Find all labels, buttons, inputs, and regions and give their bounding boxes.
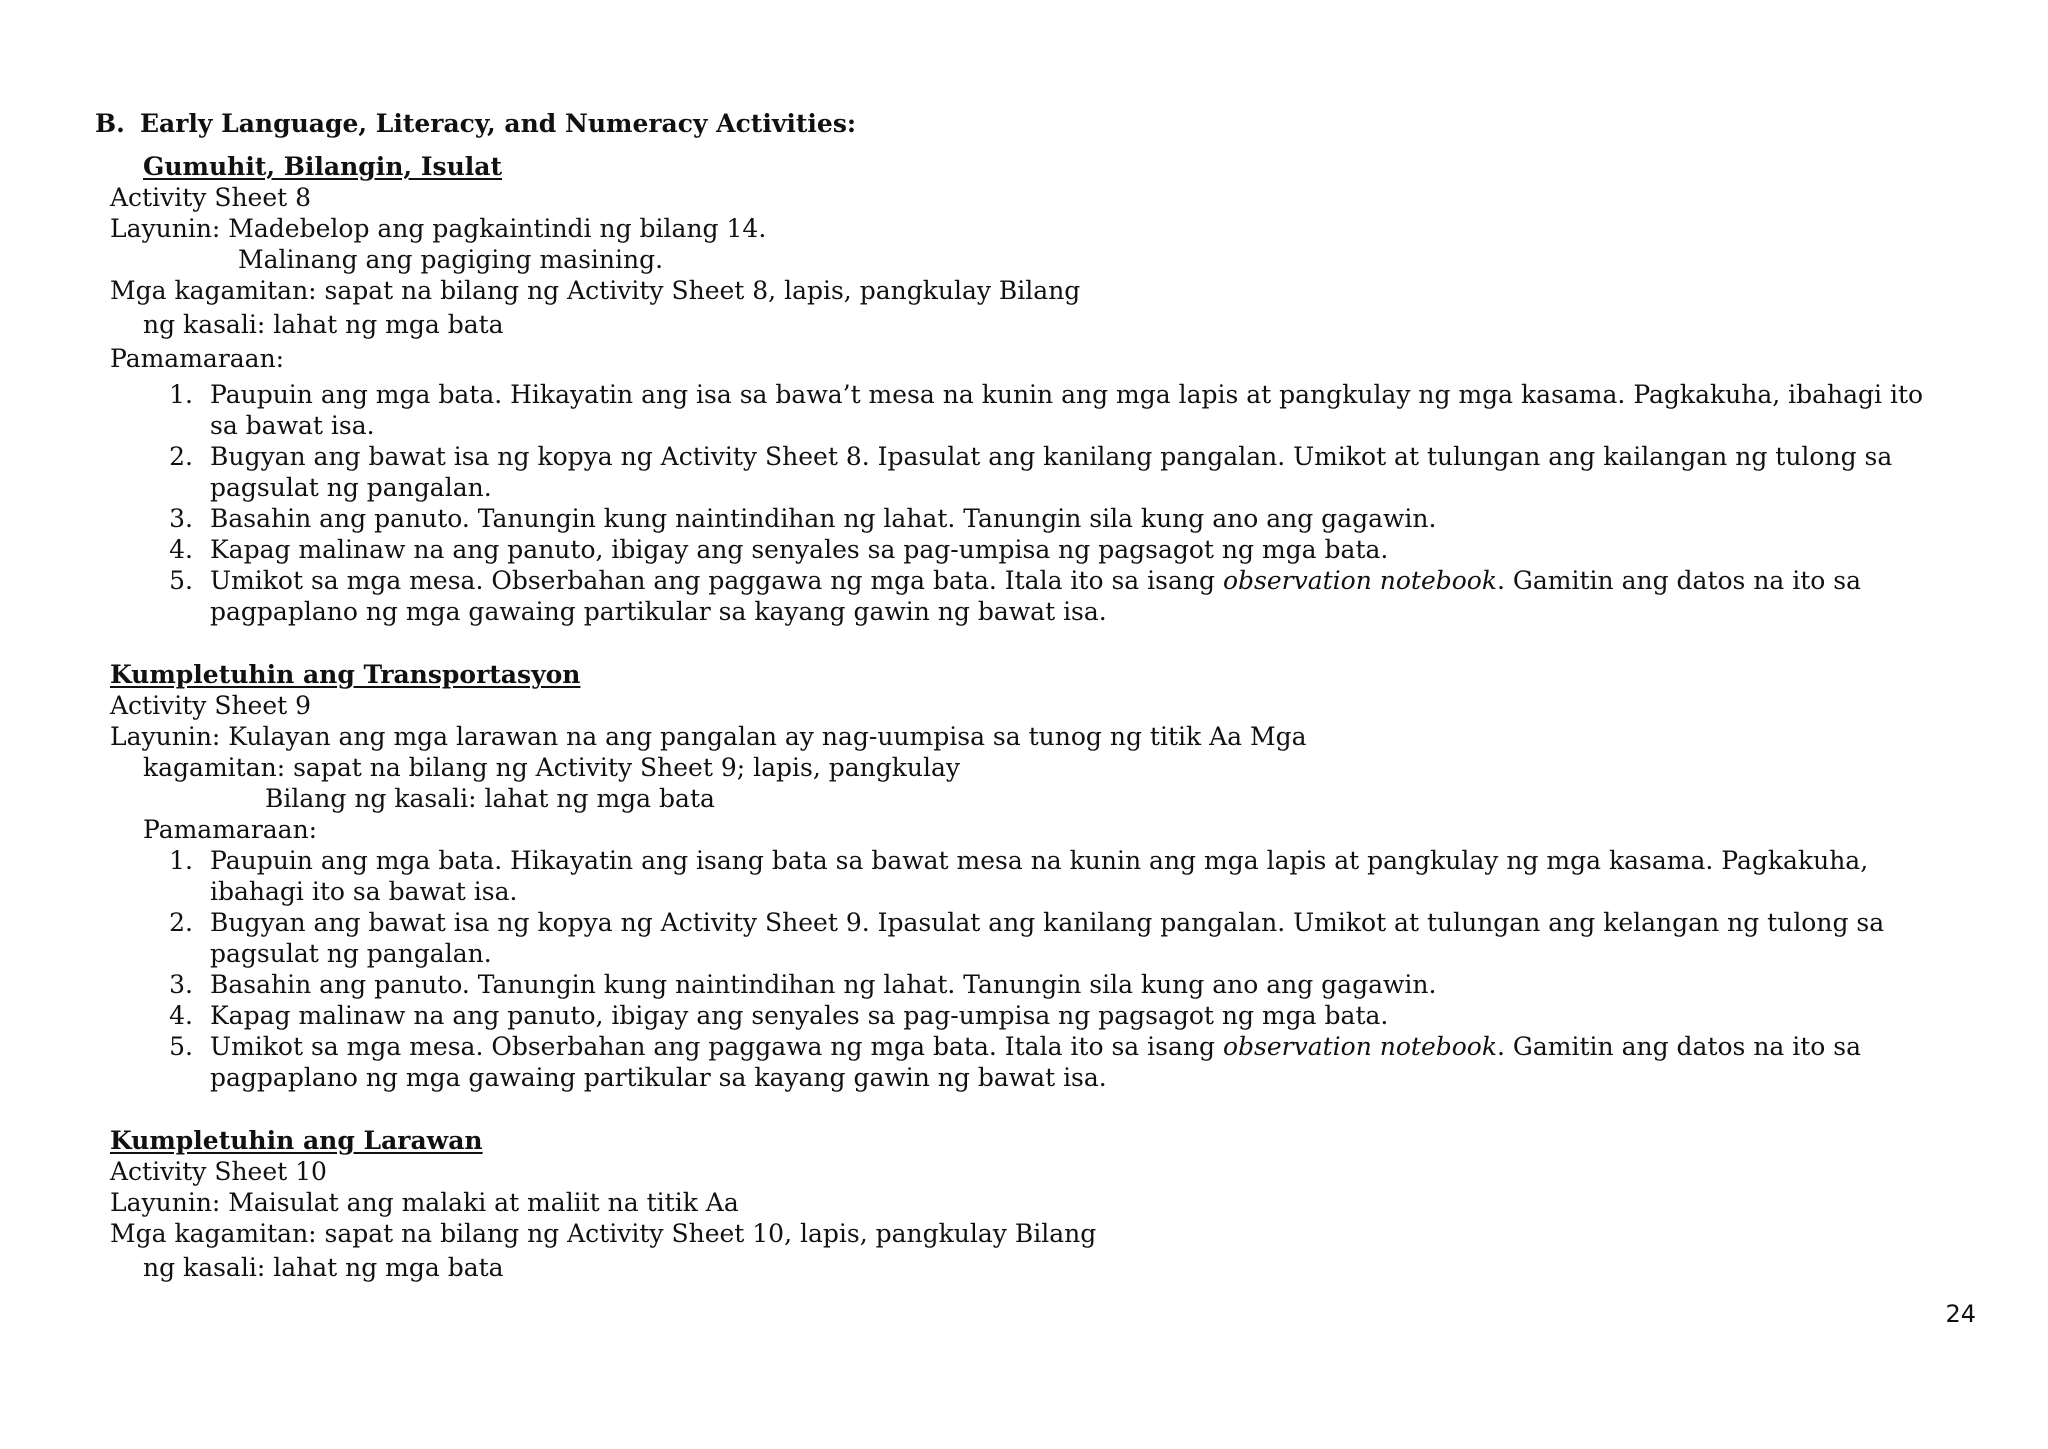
activity-heading: Kumpletuhin ang Transportasyon bbox=[110, 660, 581, 689]
step-text-part: Umikot sa mga mesa. Obserbahan ang paggawa ng mga bata. Itala ito sa isang bbox=[210, 566, 1223, 595]
step-text: pagpaplano ng mga gawaing partikular sa kayang gawin ng bawat isa. bbox=[210, 597, 1107, 626]
step-text: sa bawat isa. bbox=[210, 411, 375, 440]
step-text: Basahin ang panuto. Tanungin kung naintindihan ng lahat. Tanungin sila kung ano ang gagawin. bbox=[210, 970, 1437, 999]
step-text: Kapag malinaw na ang panuto, ibigay ang senyales sa pag-umpisa ng pagsagot ng mga bata. bbox=[210, 535, 1389, 564]
step-text-part: . Gamitin ang datos na ito sa bbox=[1497, 566, 1862, 595]
participants-line: ng kasali: lahat ng mga bata bbox=[143, 310, 504, 339]
objective-line: Malinang ang pagiging masining. bbox=[238, 245, 664, 274]
step-number: 1. bbox=[169, 380, 193, 409]
activity-sheet-label: Activity Sheet 8 bbox=[110, 183, 312, 212]
activity-sheet-label: Activity Sheet 10 bbox=[110, 1157, 327, 1186]
step-text: Paupuin ang mga bata. Hikayatin ang isa sa bawa’t mesa na kunin ang mga lapis at pangkulay ng mga kasama. Pagkakuha, ibahagi ito bbox=[210, 380, 1924, 409]
step-number: 5. bbox=[169, 566, 193, 595]
step-text: Paupuin ang mga bata. Hikayatin ang isang bata sa bawat mesa na kunin ang mga lapis at pangkulay ng mga kasama. Pagkakuha, bbox=[210, 846, 1869, 875]
activity-heading: Kumpletuhin ang Larawan bbox=[110, 1126, 483, 1155]
step-number: 2. bbox=[169, 908, 193, 937]
materials-line: Mga kagamitan: sapat na bilang ng Activity Sheet 8, lapis, pangkulay Bilang bbox=[110, 276, 1081, 305]
step-number: 1. bbox=[169, 846, 193, 875]
section-title: Early Language, Literacy, and Numeracy Activities: bbox=[140, 109, 857, 138]
step-number: 4. bbox=[169, 535, 193, 564]
step-text: Bugyan ang bawat isa ng kopya ng Activity Sheet 8. Ipasulat ang kanilang pangalan. Umikot at tulungan ang kailangan ng tulong sa bbox=[210, 442, 1893, 471]
participants-line: Bilang ng kasali: lahat ng mga bata bbox=[265, 784, 715, 813]
activity-heading: Gumuhit, Bilangin, Isulat bbox=[143, 152, 503, 181]
step-text-part: Umikot sa mga mesa. Obserbahan ang paggawa ng mga bata. Itala ito sa isang bbox=[210, 1032, 1223, 1061]
emphasized-term: observation notebook bbox=[1222, 566, 1498, 595]
step-text: ibahagi ito sa bawat isa. bbox=[210, 877, 518, 906]
objective-line: Layunin: Madebelop ang pagkaintindi ng bilang 14. bbox=[110, 214, 767, 243]
emphasized-term: observation notebook bbox=[1222, 1032, 1498, 1061]
step-text: Basahin ang panuto. Tanungin kung naintindihan ng lahat. Tanungin sila kung ano ang gagawin. bbox=[210, 504, 1437, 533]
objective-line: Layunin: Maisulat ang malaki at maliit na titik Aa bbox=[110, 1188, 739, 1217]
step-number: 2. bbox=[169, 442, 193, 471]
step-number: 5. bbox=[169, 1032, 193, 1061]
step-text: pagsulat ng pangalan. bbox=[210, 473, 492, 502]
step-number: 4. bbox=[169, 1001, 193, 1030]
step-text: Kapag malinaw na ang panuto, ibigay ang senyales sa pag-umpisa ng pagsagot ng mga bata. bbox=[210, 1001, 1389, 1030]
materials-line: kagamitan: sapat na bilang ng Activity Sheet 9; lapis, pangkulay bbox=[143, 753, 961, 782]
section-letter: B. bbox=[95, 109, 125, 138]
procedure-label: Pamamaraan: bbox=[143, 815, 318, 844]
step-number: 3. bbox=[169, 504, 193, 533]
step-number: 3. bbox=[169, 970, 193, 999]
step-text: pagsulat ng pangalan. bbox=[210, 939, 492, 968]
materials-line: Mga kagamitan: sapat na bilang ng Activity Sheet 10, lapis, pangkulay Bilang bbox=[110, 1219, 1097, 1248]
page-number: 24 bbox=[1945, 1300, 1976, 1328]
participants-line: ng kasali: lahat ng mga bata bbox=[143, 1253, 504, 1282]
procedure-label: Pamamaraan: bbox=[110, 344, 285, 373]
step-text: pagpaplano ng mga gawaing partikular sa kayang gawin ng bawat isa. bbox=[210, 1063, 1107, 1092]
step-text-part: . Gamitin ang datos na ito sa bbox=[1497, 1032, 1862, 1061]
step-text bbox=[210, 565, 1861, 596]
step-text bbox=[210, 1031, 1861, 1062]
step-text: Bugyan ang bawat isa ng kopya ng Activity Sheet 9. Ipasulat ang kanilang pangalan. Umikot at tulungan ang kelangan ng tulong sa bbox=[210, 908, 1885, 937]
objective-line: Layunin: Kulayan ang mga larawan na ang pangalan ay nag-uumpisa sa tunog ng titik Aa Mga bbox=[110, 722, 1307, 751]
activity-sheet-label: Activity Sheet 9 bbox=[110, 691, 312, 720]
